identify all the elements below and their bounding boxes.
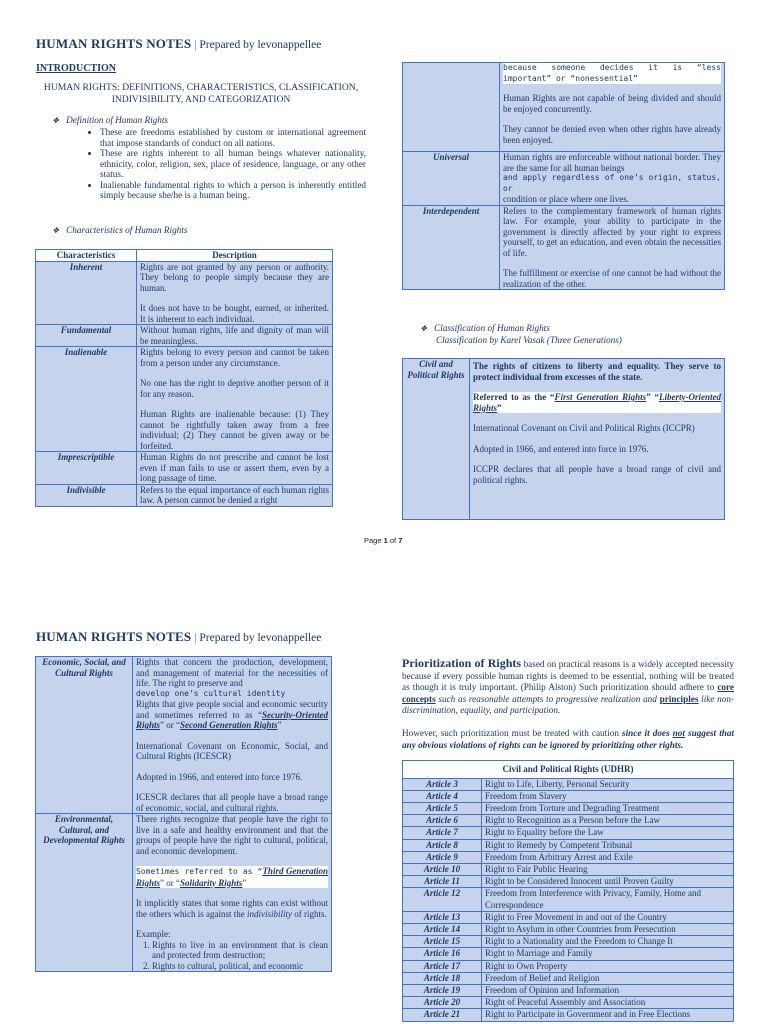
table-label-cell: Economic, Social, and Cultural Rights [36,657,133,814]
text-fragment: ” or “ [160,720,181,730]
table-description-cell [470,359,725,520]
description-line: ICESCR declares that all people have a broad range of economic, social, and cultural rights. [136,792,328,813]
description-line: Refers to the complementary framework of human rights law. For example, your ability to participate in the government is directly affected by your right to express yourself, to get an education, and even obtain the necessities of life. [503,205,721,258]
description-paragraph: Without human rights, life and dignity of man will be meaningless. [140,325,329,346]
characteristics-table [35,249,333,507]
diamond-bullet-icon: ❖ [52,226,60,235]
page-number-total: 7 [398,536,403,545]
header-title: HUMAN RIGHTS NOTES [36,629,192,644]
text-fragment: ” or “ [160,877,181,888]
table-row [403,984,734,996]
article-number: Article 21 [403,1009,482,1021]
table-row [403,1009,734,1021]
table-row [36,261,333,325]
table-row [36,452,333,485]
not-term: not [672,728,685,738]
table-row [403,778,734,790]
example-label: Example: [136,929,171,939]
characteristics-heading-text: Characteristics of Human Rights [66,225,188,235]
table-row [403,827,734,839]
page-number [364,536,402,545]
table-description-cell [500,152,725,206]
description-paragraph: Refers to the equal importance of each human rights law. A person cannot be denied a right [140,484,329,505]
text-fragment: ” “ [646,392,659,402]
description-paragraph: It does not have to be bought, earned, or inherited. It is inherent to each individual. [140,303,329,324]
subtitle-line-1: HUMAN RIGHTS: DEFINITIONS, CHARACTERISTICS, CLASSIFICATION, [43,82,359,93]
table-row [403,923,734,935]
definition-bullets [86,127,366,201]
article-right: Freedom from Interference with Privacy, Family, Home and Correspondence [482,888,734,911]
table-row [36,347,333,452]
generation-rights-table [35,656,332,972]
table-row [403,863,734,875]
table-row [403,911,734,923]
intro-subtitle [36,82,366,106]
characteristic-label: Inherent [36,261,137,325]
diamond-bullet-icon: ❖ [52,116,60,125]
security-oriented-line [136,699,328,731]
article-number: Article 13 [403,911,482,923]
first-generation-line [473,392,721,413]
text-fragment: of rights. [291,908,327,919]
article-right: Right to Equality before the Law [482,827,734,839]
description-paragraph: No one has the right to deprive another person of it for any reason. [140,378,329,399]
description-line: Human rights are enforceable without national border. They are the same for all human beings [503,152,721,173]
characteristic-label: Inalienable [36,347,137,452]
characteristic-description [137,261,333,325]
description-paragraph: Rights belong to every person and cannot be taken from a person under any circumstance. [140,347,329,368]
first-generation-term: First Generation Rights [554,392,647,402]
article-right: Freedom of Belief and Religion [482,972,734,984]
description-line: develop one’s cultural identity [136,688,286,698]
article-number: Article 9 [403,851,482,863]
article-number: Article 17 [403,960,482,972]
article-right: Right to Remedy by Competent Tribunal [482,839,734,851]
page-number-mid: of [387,536,399,545]
prioritization-paragraph [402,658,734,717]
text-fragment: suggest that any obvious violations of rights can be ignored by prioritizing other rights. [402,728,735,750]
text-fragment: ” [497,402,502,413]
description-line: There rights recognize that people have the right to live in a safe and healthy environment and that the groups of people have the right to cultural, political, and economic development. [136,814,328,856]
table-row [403,790,734,802]
header-separator: | [191,632,200,644]
text-fragment: such as reasonable attempts to progressive realization and [435,693,660,704]
definition-heading [52,115,168,127]
description-line: International Covenant on Civil and Political Rights (ICCPR) [473,423,695,433]
text-fragment: ” [277,720,282,730]
text-fragment: Rights that give people social and economic security and sometimes referred to as “ [136,699,328,720]
description-line: and apply regardless of one’s origin, status, or [503,173,721,193]
table-label-cell: Interdependent [403,205,500,290]
definition-list [86,127,366,201]
core-concepts-term: core concepts [402,682,734,704]
subtitle-line-2: INDIVISIBILITY, AND CATEGORIZATION [111,94,291,105]
header-author: Prepared by levonappellee [199,632,322,644]
table-label-cell [403,63,500,152]
universal-table [402,62,725,290]
text-fragment: It implicitly states that some rights can exist without the others which is against the [136,898,328,919]
intro-heading: INTRODUCTION [36,63,117,74]
table-label-cell: Environmental, Cultural, and Developmental Rights [36,814,133,972]
description-line: Human Rights are not capable of being divided and should be enjoyed concurrently. [503,93,721,114]
description-paragraph: Human Rights do not prescribe and cannot be lost even if man fails to use or assert them, even by a long passage of time. [140,452,329,483]
table-label-cell: Universal [403,152,500,206]
third-generation-term: Third Generation Rights [136,866,328,888]
page2-header [36,629,321,645]
table-row [403,972,734,984]
characteristic-label: Imprescriptible [36,452,137,485]
article-number: Article 7 [403,827,482,839]
characteristic-description [137,452,333,485]
description-line: Adopted in 1966, and entered into force in 1976. [473,443,649,454]
second-generation-term: Second Generation Rights [180,720,278,730]
characteristics-heading [52,225,187,237]
udhr-table [402,760,734,1022]
characteristic-label: Fundamental [36,325,137,347]
article-number: Article 12 [403,888,482,911]
definition-bullet: • Inalienable fundamental rights to which a person is inherently entitled simply because she/he is a human being. [100,180,366,201]
table-row [403,960,734,972]
description-line: Adopted in 1966, and entered into force 1976. [136,771,303,782]
article-right: Right to Marriage and Family [482,948,734,960]
table-row [403,839,734,851]
table-row [36,484,333,506]
text-fragment: based on practical reasons is a widely accepted necessity because if every possible human rights is deemed to be essential, nothing will be treated as though it is truly important. (Philip Alston) Such prioritization should adhere to [402,659,734,693]
liberty-oriented-term: Liberty-Oriented Rights [473,392,721,413]
article-number: Article 5 [403,802,482,814]
definition-heading-text: Definition of Human Rights [66,115,168,125]
table-row [403,802,734,814]
table-description-cell [500,205,725,290]
article-right: Right to Free Movement in and out of the Country [482,911,734,923]
description-line: ICCPR declares that all people have a broad range of civil and political rights. [473,464,721,485]
table-row [403,876,734,888]
diamond-bullet-icon: ❖ [420,324,428,333]
description-paragraph: Rights are not granted by any person or authority. They belong to people simply because they are human. [140,261,329,293]
classification-subheading: Classification by Karel Vasak (Three Generations) [436,335,622,345]
text-fragment: However, such prioritization must be treated with caution [402,728,623,738]
table-description-cell [133,657,332,814]
description-line: They cannot be denied even when other rights have already been enjoyed. [503,124,721,145]
article-right: Freedom from Arbitrary Arrest and Exile [482,851,734,863]
article-number: Article 11 [403,876,482,888]
article-number: Article 15 [403,936,482,948]
table-row [36,325,333,347]
header-title: HUMAN RIGHTS NOTES [36,36,192,51]
text-fragment: Sometimes referred to as “ [136,867,263,876]
col-header-description: Description [137,250,333,262]
example-list [136,940,328,972]
article-right: Right to be Considered Innocent until Proven Guilty [482,876,734,888]
table-row [403,948,734,960]
classification-heading [420,323,550,335]
article-right: Freedom from Slavery [482,790,734,802]
description-line: condition or place where one lives. [503,194,629,204]
article-number: Article 8 [403,839,482,851]
description-line: The rights of citizens to liberty and equality. They serve to protect individual from excesses of the state. [473,361,721,382]
text-fragment: since it does [622,728,673,738]
article-number: Article 19 [403,984,482,996]
characteristic-description [137,484,333,506]
page-number-prefix: Page [364,536,384,545]
description-line: International Covenant on Economic, Social, and Cultural Rights (ICESCR) [136,740,328,761]
udhr-table-title: Civil and Political Rights (UDHR) [403,761,734,779]
article-number: Article 18 [403,972,482,984]
article-number: Article 4 [403,790,482,802]
indivisibility-line [136,898,328,919]
list-item: 2. Rights to cultural, political, and economic [152,961,328,972]
table-row [403,936,734,948]
article-right: Right to Fair Public Hearing [482,863,734,875]
list-item: 1. Rights to live in an environment that is clean and protected from destruction; [152,940,328,961]
third-generation-line [136,866,328,888]
header-author: Prepared by levonappellee [199,39,322,51]
article-number: Article 3 [403,778,482,790]
description-paragraph: Human Rights are inalienable because: (1) They cannot be rightfully taken away from a free individual; (2) They cannot be given away or be forfeited. [140,409,329,451]
classification-heading-text: Classification of Human Rights [434,323,550,333]
article-right: Right to Participate in Government and in Free Elections [482,1009,734,1021]
article-number: Article 14 [403,923,482,935]
article-right: Right of Peaceful Assembly and Association [482,997,734,1009]
page1-header [36,36,321,52]
characteristic-description [137,347,333,452]
article-right: Freedom of Opinion and Information [482,984,734,996]
article-number: Article 20 [403,997,482,1009]
table-row [403,815,734,827]
article-right: Right to Asylum in other Countries from Persecution [482,923,734,935]
description-line: because someone decides it is “less important” or “nonessential” [503,63,721,83]
table-description-cell [133,814,332,972]
article-right: Freedom from Torture and Degrading Treatment [482,802,734,814]
principles-term: principles [659,693,699,704]
security-oriented-term: Security-Oriented Rights [136,709,328,730]
article-number: Article 10 [403,863,482,875]
indivisibility-term: indivisibility [246,908,292,919]
table-row [403,888,734,911]
characteristic-label: Indivisible [36,484,137,506]
definition-bullet: • These are rights inherent to all human beings whatever nationality, ethnicity, color, religion, sex, place of residence, language, or any other status. [100,148,366,180]
definition-bullet: • These are freedoms established by custom or international agreement that impose standards of conduct on all nations. [100,127,366,148]
col-header-characteristics: Characteristics [36,250,137,262]
article-right: Right to Life, Liberty, Personal Security [482,778,734,790]
header-separator: | [191,39,200,51]
article-number: Article 16 [403,948,482,960]
characteristic-description [137,325,333,347]
table-description-cell [500,63,725,152]
civil-political-table [402,358,725,520]
description-line: The fulfillment or exercise of one cannot be had without the realization of the other. [503,268,721,289]
text-fragment: Referred to as the “ [473,392,555,402]
table-label-cell: Civil and Political Rights [403,359,470,520]
article-right: Right to Own Property [482,960,734,972]
text-fragment: like non-discrimination, equality, and participation. [402,693,734,716]
caution-paragraph [402,728,734,751]
table-row [403,851,734,863]
page-number-current: 1 [383,536,388,545]
article-right: Right to Recognition as a Person before the Law [482,815,734,827]
article-number: Article 6 [403,815,482,827]
table-row [403,997,734,1009]
article-right: Right to a Nationality and the Freedom to Change It [482,936,734,948]
prioritization-heading: Prioritization of Rights [402,656,522,670]
solidarity-term: Solidarity Rights [180,877,243,888]
description-line: Rights that concern the production, development, and management of material for the necessities of life. The right to preserve and [136,657,328,688]
text-fragment: ” [242,877,247,888]
